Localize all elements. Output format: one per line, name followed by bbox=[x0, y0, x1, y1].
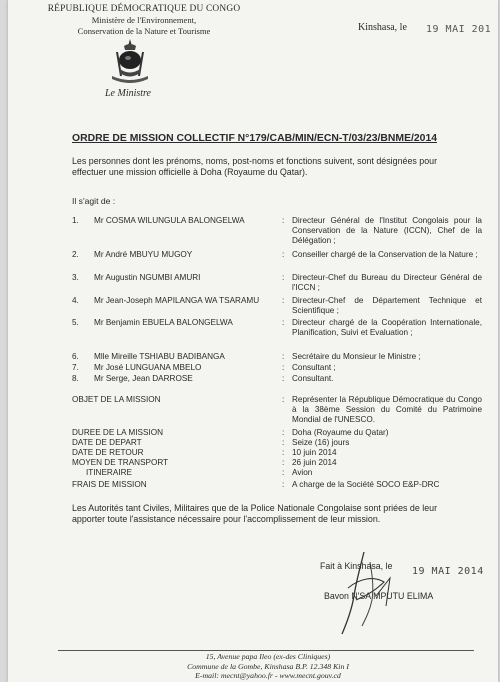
closing-paragraph: Les Autorités tant Civiles, Militaires que de la Police Nationale Congolaise sont priées de leur apporter toute l'assistance nécessaire pour l'accomplissement de leur mission. bbox=[72, 503, 438, 524]
separator-colon: : bbox=[282, 363, 285, 372]
document-title: ORDRE DE MISSION COLLECTIF N°179/CAB/MIN/ECN-T/03/23/BNME/2014 bbox=[72, 133, 438, 144]
republic-name: RÉPUBLIQUE DÉMOCRATIQUE DU CONGO bbox=[47, 4, 241, 14]
member-name: Mr Serge, Jean DARROSE bbox=[94, 374, 193, 383]
member-number: 2. bbox=[72, 250, 79, 259]
member-number: 5. bbox=[72, 318, 79, 327]
costs-label: FRAIS DE MISSION bbox=[72, 480, 147, 489]
departure-label: DATE DE DEPART bbox=[72, 438, 142, 447]
footer-divider bbox=[58, 650, 474, 651]
duration-value: Doha (Royaume du Qatar) bbox=[292, 428, 389, 437]
member-name: Mr Jean-Joseph MAPILANGA WA TSARAMU bbox=[94, 296, 260, 305]
footer-address bbox=[68, 652, 468, 681]
separator-colon: : bbox=[282, 374, 285, 383]
member-name: Mr COSMA WILUNGULA BALONGELWA bbox=[94, 216, 245, 225]
footer-line-1: 15, Avenue papa Ileo (ex-des Cliniques) bbox=[205, 652, 331, 661]
separator-colon: : bbox=[282, 448, 285, 457]
member-number: 8. bbox=[72, 374, 79, 383]
separator-colon: : bbox=[282, 428, 285, 437]
member-function: Conseiller chargé de la Conservation de la Nature ; bbox=[292, 250, 478, 259]
transport-label: MOYEN DE TRANSPORT bbox=[72, 458, 169, 467]
letterhead bbox=[34, 4, 254, 37]
duration-label: DUREE DE LA MISSION bbox=[72, 428, 163, 437]
transport-value: 26 juin 2014 bbox=[292, 458, 337, 467]
itinerary-value: Avion bbox=[292, 468, 313, 477]
member-function: Secrétaire du Monsieur le Ministre ; bbox=[292, 352, 421, 361]
separator-colon: : bbox=[282, 216, 285, 225]
member-number: 3. bbox=[72, 273, 79, 282]
member-function: Consultant ; bbox=[292, 363, 336, 372]
itinerary-label: ITINERAIRE bbox=[86, 468, 132, 477]
signature-stamped-date: 19 MAI 2014 bbox=[412, 566, 484, 577]
footer-line-2: Commune de la Gombe, Kinshasa B.P. 12.348 Kin I bbox=[187, 661, 349, 671]
return-label: DATE DE RETOUR bbox=[72, 448, 144, 457]
separator-colon: : bbox=[282, 352, 285, 361]
separator-colon: : bbox=[282, 468, 285, 477]
return-value: 10 juin 2014 bbox=[292, 448, 337, 457]
member-function: Directeur-Chef du Bureau du Directeur Général de l'ICCN ; bbox=[292, 273, 482, 292]
ministry-line-1: Ministère de l'Environnement, bbox=[91, 15, 197, 25]
member-number: 4. bbox=[72, 296, 79, 305]
minister-signature-block: Le Ministre bbox=[104, 88, 151, 99]
member-number: 6. bbox=[72, 352, 79, 361]
list-lead: Il s'agit de : bbox=[72, 196, 116, 206]
costs-value: A charge de la Société SOCO E&P-DRC bbox=[292, 480, 440, 489]
member-name: Mr André MBUYU MUGOY bbox=[94, 250, 193, 259]
member-function: Directeur-Chef de Département Technique et Scientifique ; bbox=[292, 296, 482, 315]
separator-colon: : bbox=[282, 273, 285, 282]
document-page bbox=[8, 0, 498, 682]
mission-object-value: Représenter la République Démocratique du Congo à la 38ème Session du Comité du Patrimoine Mondial de l'UNESCO. bbox=[292, 395, 482, 424]
footer-line-3: E-mail: mecnt@yahoo.fr - www.mecnt.gouv.cd bbox=[195, 671, 341, 680]
ministry-line-2: Conservation de la Nature et Tourisme bbox=[77, 26, 211, 36]
coat-of-arms-icon bbox=[104, 36, 156, 86]
signer-name: Bavon N'SA MPUTU ELIMA bbox=[324, 591, 434, 601]
separator-colon: : bbox=[282, 480, 285, 489]
separator-colon: : bbox=[282, 250, 285, 259]
separator-colon: : bbox=[282, 438, 285, 447]
separator-colon: : bbox=[282, 395, 285, 404]
member-function: Consultant. bbox=[292, 374, 334, 383]
member-number: 1. bbox=[72, 216, 79, 225]
separator-colon: : bbox=[282, 318, 285, 327]
member-name: Mr Benjamin EBUELA BALONGELWA bbox=[94, 318, 233, 327]
member-name: Mr Augustin NGUMBI AMURI bbox=[94, 273, 201, 282]
header-place: Kinshasa, le bbox=[358, 22, 407, 33]
member-number: 7. bbox=[72, 363, 79, 372]
departure-value: Seize (16) jours bbox=[292, 438, 350, 447]
member-function: Directeur Général de l'Institut Congolais pour la Conservation de la Nature (ICCN), Chef de la Délégation ; bbox=[292, 216, 482, 245]
intro-paragraph: Les personnes dont les prénoms, noms, post-noms et fonctions suivent, sont désignées pour effectuer une mission officielle à Doha (Royaume du Qatar). bbox=[72, 156, 438, 177]
signature-place: Fait à Kinshasa, le bbox=[320, 561, 393, 571]
separator-colon: : bbox=[282, 458, 285, 467]
member-name: Mr José LUNGUANA MBELO bbox=[94, 363, 202, 372]
header-stamped-date: 19 MAI 201 bbox=[426, 24, 492, 35]
member-name: Mlle Mireille TSHIABU BADIBANGA bbox=[94, 352, 225, 361]
separator-colon: : bbox=[282, 296, 285, 305]
member-function: Directeur chargé de la Coopération Internationale, Planification, Suivi et Evaluation ; bbox=[292, 318, 482, 337]
mission-object-label: OBJET DE LA MISSION bbox=[72, 395, 161, 404]
